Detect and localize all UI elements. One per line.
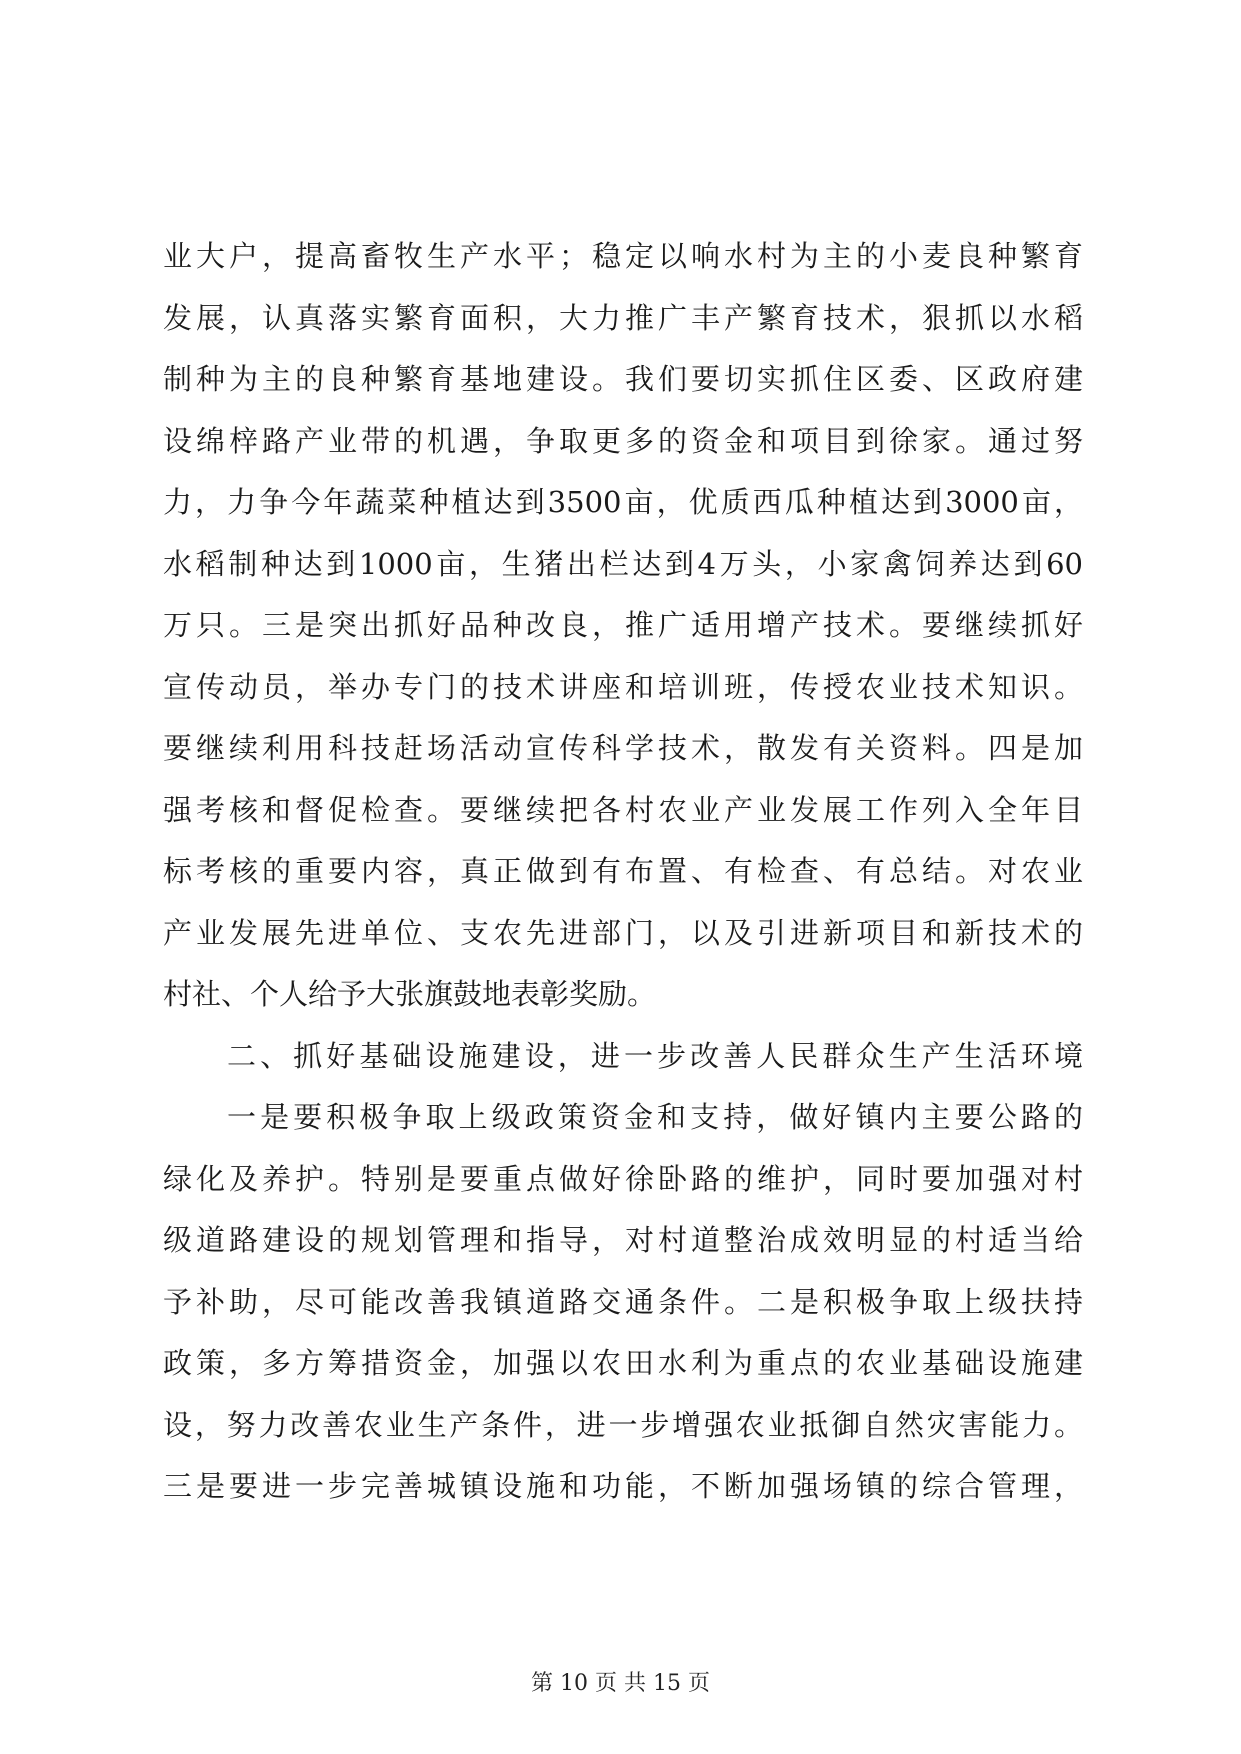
text-line: 力，力争今年蔬菜种植达到3500亩，优质西瓜种植达到3000亩，: [163, 485, 1083, 519]
text-line: 产业发展先进单位、支农先进部门，以及引进新项目和新技术的: [163, 915, 1083, 950]
text-line: 制种为主的良种繁育基地建设。我们要切实抓住区委、区政府建: [163, 362, 1083, 396]
text-line: 万只。三是突出抓好品种改良，推广适用增产技术。要继续抓好: [163, 608, 1083, 642]
text-line: 一是要积极争取上级政策资金和支持，做好镇内主要公路的: [227, 1100, 1083, 1134]
text-line: 政策，多方筹措资金，加强以农田水利为重点的农业基础设施建: [163, 1346, 1083, 1380]
text-line: 设，努力改善农业生产条件，进一步增强农业抵御自然灾害能力。: [163, 1407, 1083, 1442]
text-line: 标考核的重要内容，真正做到有布置、有检查、有总结。对农业: [163, 854, 1083, 888]
text-line: 强考核和督促检查。要继续把各村农业产业发展工作列入全年目: [163, 792, 1083, 827]
text-line: 业大户，提高畜牧生产水平；稳定以响水村为主的小麦良种繁育: [163, 239, 1083, 273]
section-heading: 二、抓好基础设施建设，进一步改善人民群众生产生活环境: [227, 1038, 1083, 1073]
page-number-footer: 第 10 页 共 15 页: [531, 1671, 710, 1696]
text-line: 级道路建设的规划管理和指导，对村道整治成效明显的村适当给: [163, 1223, 1083, 1257]
text-line: 发展，认真落实繁育面积，大力推广丰产繁育技术，狠抓以水稻: [163, 300, 1083, 335]
text-line: 宣传动员，举办专门的技术讲座和培训班，传授农业技术知识。: [163, 669, 1083, 704]
text-line: 三是要进一步完善城镇设施和功能，不断加强场镇的综合管理，: [163, 1469, 1083, 1503]
text-line: 绿化及养护。特别是要重点做好徐卧路的维护，同时要加强对村: [163, 1161, 1083, 1196]
text-line: 水稻制种达到1000亩，生猪出栏达到4万头，小家禽饲养达到60: [163, 546, 1083, 581]
text-line: 设绵梓路产业带的机遇，争取更多的资金和项目到徐家。通过努: [163, 423, 1083, 458]
text-line: 予补助，尽可能改善我镇道路交通条件。二是积极争取上级扶持: [163, 1284, 1083, 1319]
body-text: [163, 226, 1083, 1518]
text-line: 要继续利用科技赶场活动宣传科学技术，散发有关资料。四是加: [163, 731, 1083, 765]
text-line: 村社、个人给予大张旗鼓地表彰奖励。: [163, 977, 657, 1011]
